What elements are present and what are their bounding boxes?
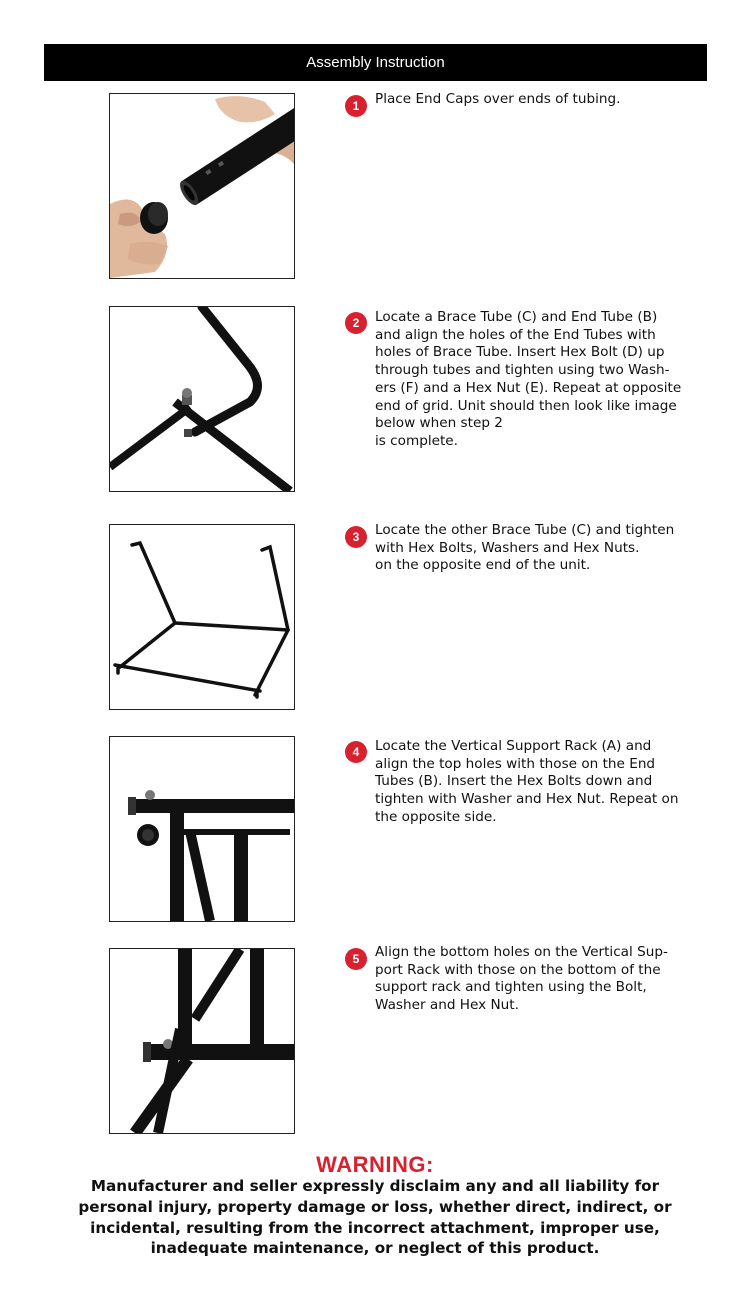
step-2-text: Locate a Brace Tube (C) and End Tube (B) and align the holes of the End Tubes with holes of Brace Tube. Insert Hex Bolt (D) up through tubes and tighten using two Wash- ers (F) and a Hex Nut (E). Repeat at opposite end of grid. Unit should then look like image below when step 2 is complete. (375, 309, 682, 449)
step-3-photo (109, 524, 295, 710)
frame-base-illustration (110, 525, 294, 709)
step-5-text: Align the bottom holes on the Vertical Sup- port Rack with those on the bottom of the support rack and tighten using the Bolt, Washer and Hex Nut. (375, 944, 668, 1014)
step-4-photo (109, 736, 295, 922)
warning-title: WARNING: (316, 1152, 434, 1177)
step-2-photo (109, 306, 295, 492)
support-rack-top-illustration (110, 737, 294, 921)
step-1-text: Place End Caps over ends of tubing. (375, 91, 621, 107)
header-title: Assembly Instruction (306, 54, 445, 71)
step-2-number: 2 (345, 312, 367, 334)
step-5-photo (109, 948, 295, 1134)
brace-tube-illustration (110, 307, 294, 491)
step-4-text: Locate the Vertical Support Rack (A) and align the top holes with those on the End Tubes (B). Insert the Hex Bolts down and tighten with Washer and Hex Nut. Repeat on the opposite side. (375, 738, 679, 825)
page-header (44, 44, 707, 81)
step-1-number: 1 (345, 95, 367, 117)
step-3-text: Locate the other Brace Tube (C) and tighten with Hex Bolts, Washers and Hex Nuts. on the opposite end of the unit. (375, 522, 675, 574)
step-4-number: 4 (345, 741, 367, 763)
step-3-number: 3 (345, 526, 367, 548)
step-1-photo (109, 93, 295, 279)
support-rack-bottom-illustration (110, 949, 294, 1133)
end-cap-illustration (110, 94, 294, 278)
warning-body: Manufacturer and seller expressly disclaim any and all liability for personal injury, property damage or loss, whether direct, indirect, or incidental, resulting from the incorrect attachment, improper use, inadequate maintenance, or neglect of this product. (78, 1177, 672, 1258)
step-5-number: 5 (345, 948, 367, 970)
